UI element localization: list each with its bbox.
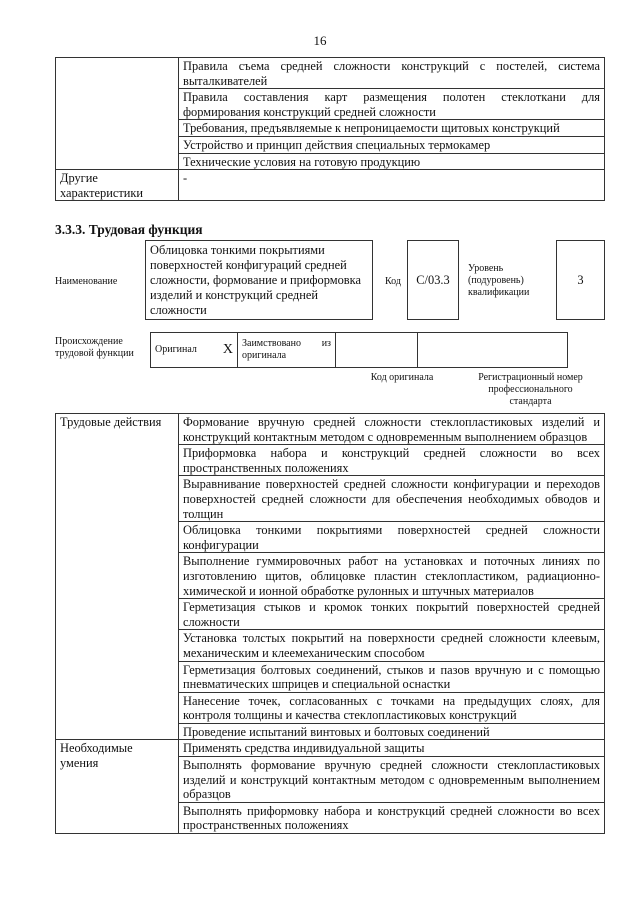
action-item: Приформовка набора и конструкций средней сложности во всех пространственных положениях [179,445,605,476]
section-title: 3.3.3. Трудовая функция [55,222,203,237]
code-value: C/03.3 [407,240,459,320]
name-value: Облицовка тонкими покрытиями поверхностей конфигураций средней сложности, формование и приформовка изделий и конструкций средней сложности [145,240,373,320]
labor-function-table [55,413,605,834]
skills-label: Необходимые умения [56,740,179,834]
action-item: Формование вручную средней сложности стеклопластиковых изделий и конструкций контактным методом с одновременным выполнением образцов [179,414,605,445]
reg-number-label: Регистрационный номер профессионального стандарта [478,372,583,407]
skill-item: Применять средства индивидуальной защиты [179,740,605,757]
level-label: Уровень (подуровень) квалификации [468,263,530,298]
knowledge-table [55,57,605,201]
action-item: Нанесение точек, согласованных с точками на предыдущих слоях, для контроля толщины и качества стеклопластиковых конструкций [179,692,605,723]
original-mark: X [222,342,233,357]
action-item: Выполнение гуммировочных работ на установках и поточных линиях по изготовлению щитов, облицовке пластин стеклопластиком, радиационно-химической и ионной обработке рулонных и штучных материалов [179,553,605,599]
origin-table [150,332,568,368]
table-cell: Устройство и принцип действия специальных термокамер [179,136,605,153]
borrowed-label: Заимствовано из оригинала [238,333,336,368]
action-item: Облицовка тонкими покрытиями поверхностей средней сложности конфигурации [179,522,605,553]
action-item: Герметизация стыков и кромок тонких покрытий поверхностей средней сложности [179,599,605,630]
other-value: - [179,170,605,201]
table-cell: Правила съема средней сложности конструкций с постелей, система выталкивателей [179,58,605,89]
actions-label: Трудовые действия [56,414,179,740]
level-value: 3 [556,240,605,320]
code-label: Код [385,276,401,287]
name-label: Наименование [55,276,118,287]
page-number: 16 [313,33,327,48]
table-cell: Требования, предъявляемые к непроницаемости щитовых конструкций [179,120,605,137]
action-item: Установка толстых покрытий на поверхности средней сложности клеевым, механическим и клеемеханическим способом [179,630,605,661]
other-label: Другие характеристики [56,170,179,201]
action-item: Выравнивание поверхностей средней сложности конфигурации и переходов поверхностей средней сложности для обеспечения необходимых обводов и толщин [179,476,605,522]
skill-item: Выполнять приформовку набора и конструкций средней сложности во всех пространственных положениях [179,802,605,833]
code-original-label: Код оригинала [370,372,434,383]
origin-label: Происхождение трудовой функции [55,336,134,359]
original-label: Оригинал [155,344,197,355]
table-cell: Правила составления карт размещения полотен стеклоткани для формирования конструкций средней сложности [179,89,605,120]
action-item: Герметизация болтовых соединений, стыков и пазов вручную и с помощью пневматических шприцев и специальной оснастки [179,661,605,692]
skill-item: Выполнять формование вручную средней сложности стеклопластиковых изделий и конструкций контактным методом с одновременным выполнением образцов [179,757,605,803]
action-item: Проведение испытаний винтовых и болтовых соединений [179,723,605,740]
table-cell: Технические условия на готовую продукцию [179,153,605,170]
